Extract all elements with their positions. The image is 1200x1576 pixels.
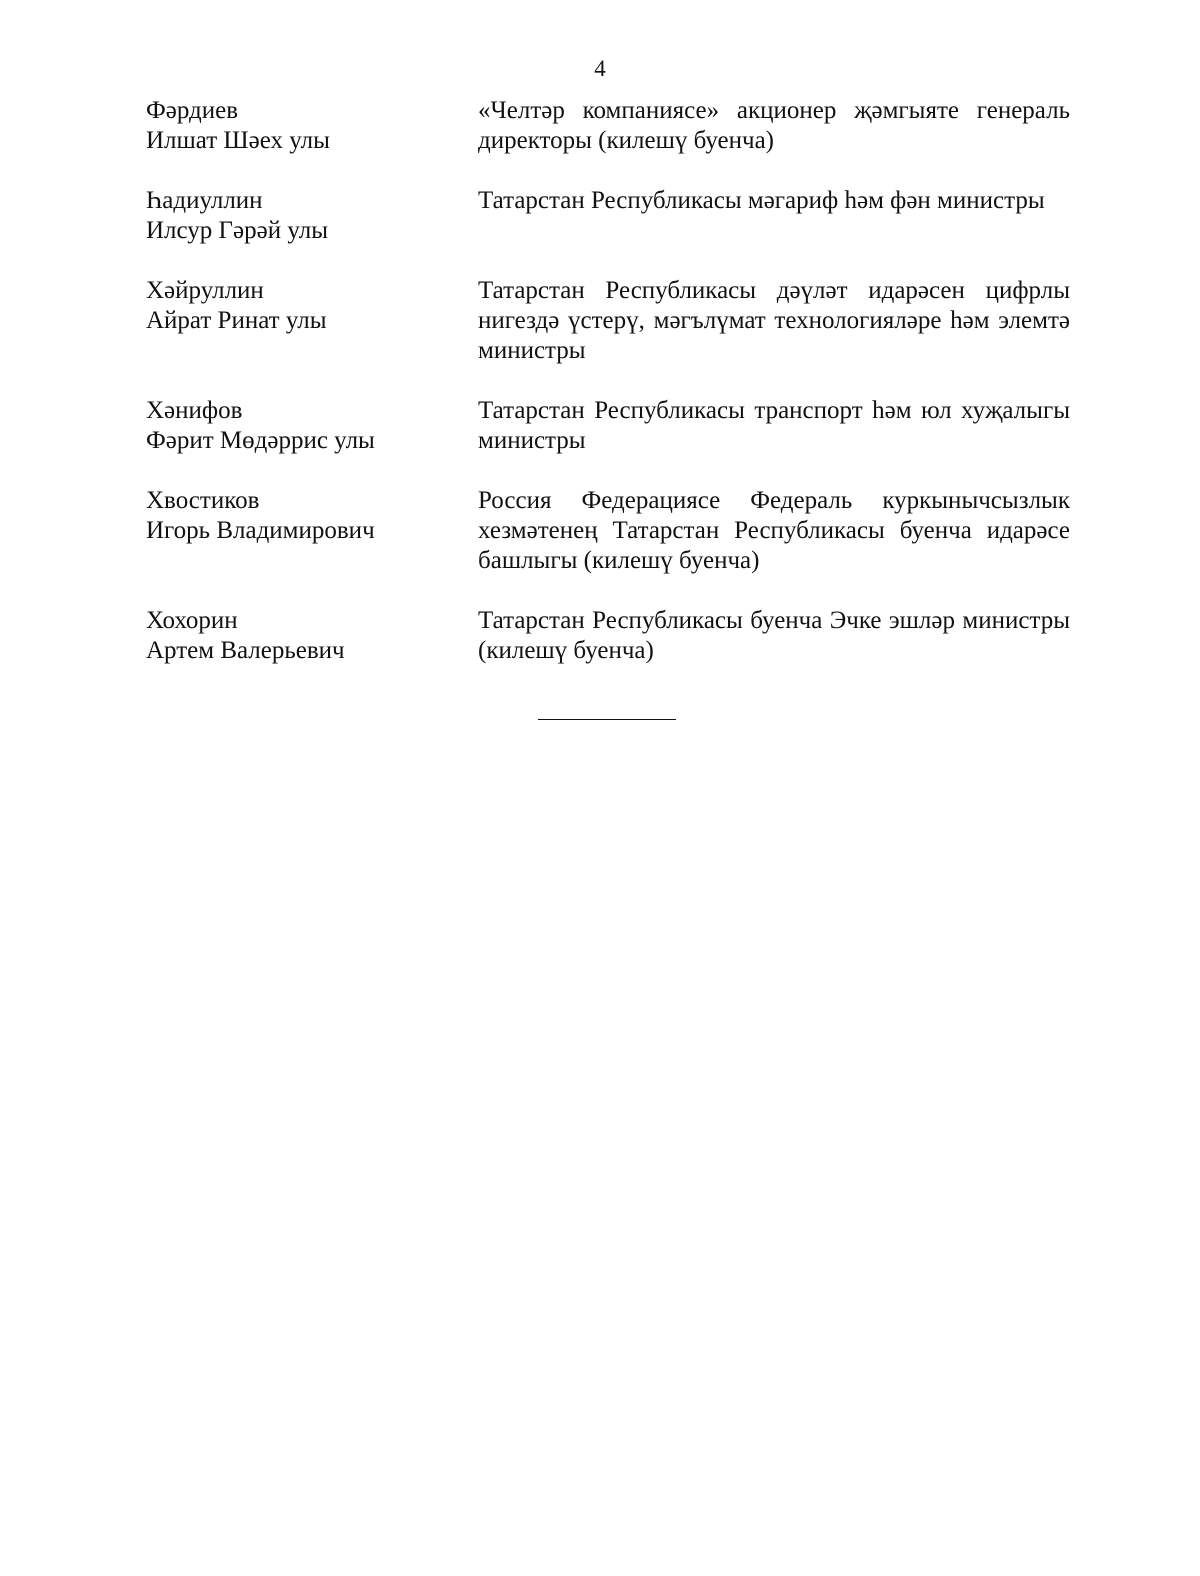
member-position: Россия Федерациясе Федераль куркынычсызлык хезмәтенең Татарстан Республикасы буенча идарәсе башлыгы (килешү буенча) [478, 487, 1070, 574]
member-name [146, 186, 478, 246]
page-number: 4 [594, 56, 606, 81]
member-given-name: Айрат Ринат улы [146, 307, 327, 334]
member-entry [146, 606, 1070, 666]
member-list [146, 96, 1070, 696]
member-name [146, 606, 478, 666]
member-surname: Хохорин [146, 607, 238, 634]
member-position: Татарстан Республикасы транспорт һәм юл хуҗалыгы министры [478, 397, 1070, 454]
member-position: Татарстан Республикасы буенча Эчке эшләр министры (килешү буенча) [478, 607, 1070, 664]
member-given-name: Игорь Владимирович [146, 517, 375, 544]
member-given-name: Артем Валерьевич [146, 637, 345, 664]
member-position: Татарстан Республикасы мәгариф һәм фән министры [478, 187, 1045, 214]
member-name [146, 276, 478, 366]
member-surname: Һадиуллин [146, 187, 263, 214]
member-surname: Хвостиков [146, 487, 260, 514]
member-entry [146, 96, 1070, 156]
member-position: Татарстан Республикасы дәүләт идарәсен цифрлы нигездә үстерү, мәгълүмат технологияләре һәм элемтә министры [478, 277, 1070, 364]
member-name [146, 396, 478, 456]
member-surname: Хәнифов [146, 397, 243, 424]
member-entry [146, 276, 1070, 366]
member-surname: Фәрдиев [146, 97, 239, 124]
member-position: «Челтәр компаниясе» акционер җәмгыяте генераль директоры (килешү буенча) [478, 97, 1070, 154]
member-entry [146, 396, 1070, 456]
member-given-name: Фәрит Мөдәррис улы [146, 427, 375, 454]
member-given-name: Илсур Гәрәй улы [146, 217, 328, 244]
end-of-list-rule [538, 719, 676, 720]
member-surname: Хәйруллин [146, 277, 264, 304]
member-name [146, 486, 478, 576]
member-entry [146, 186, 1070, 246]
member-entry [146, 486, 1070, 576]
member-name [146, 96, 478, 156]
member-given-name: Илшат Шәех улы [146, 127, 330, 154]
